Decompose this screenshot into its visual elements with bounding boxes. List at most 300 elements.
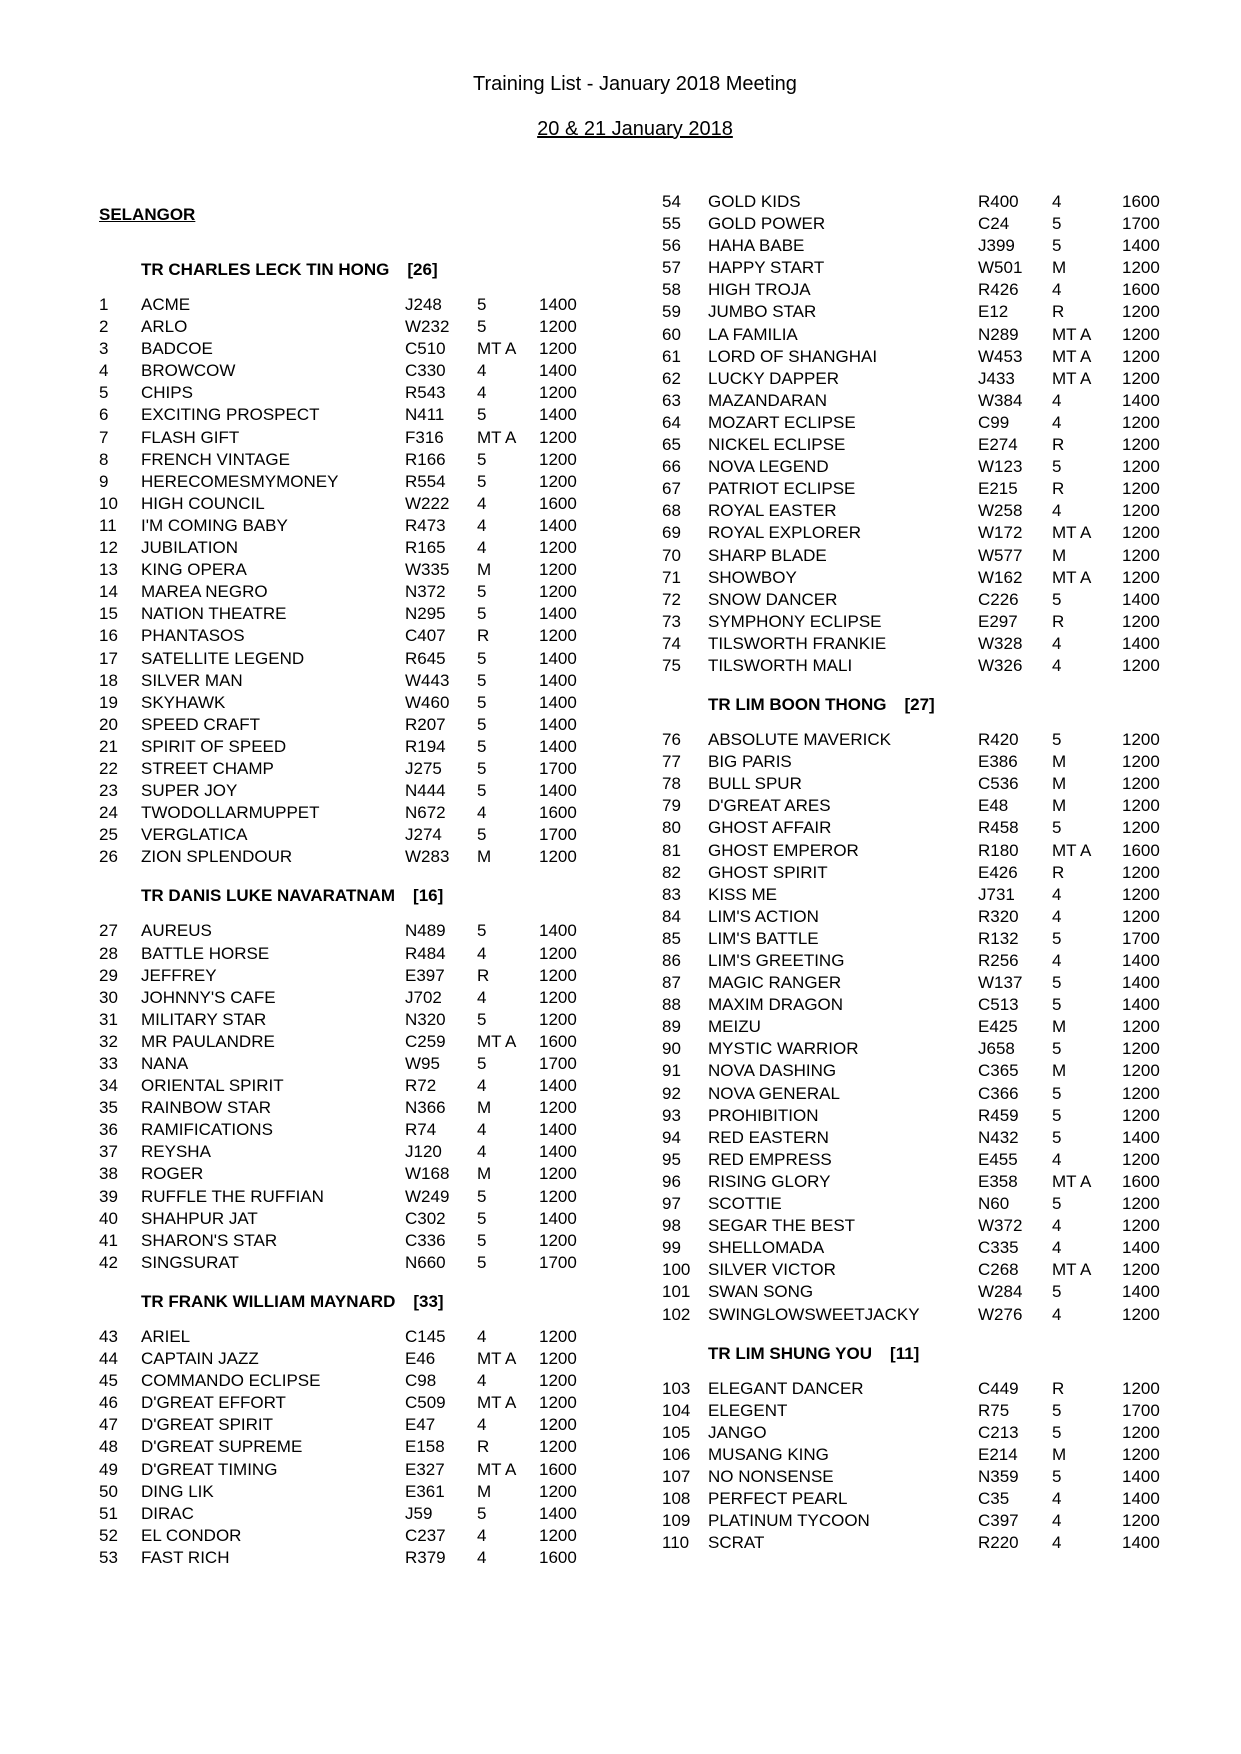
horse-distance: 1700 (539, 825, 577, 845)
horse-row (662, 1444, 1182, 1466)
horse-code: W335 (405, 560, 450, 580)
horse-name: RED EASTERN (708, 1127, 829, 1147)
horse-class: R (1052, 1378, 1065, 1398)
horse-distance: 1400 (1122, 973, 1160, 993)
horse-class: 4 (477, 515, 487, 535)
horse-distance: 1200 (1122, 1017, 1160, 1037)
horse-class: 4 (1052, 1511, 1062, 1531)
horse-number: 25 (99, 825, 118, 845)
horse-class: 5 (1052, 1039, 1062, 1059)
horse-distance: 1200 (1122, 906, 1160, 926)
horse-row (99, 1481, 599, 1503)
horse-distance: 1200 (1122, 774, 1160, 794)
horse-row (99, 1141, 599, 1163)
horse-distance: 1400 (1122, 390, 1160, 410)
horse-class: MT A (1052, 1260, 1092, 1280)
horse-row (99, 382, 599, 404)
horse-row (99, 943, 599, 965)
horse-distance: 1200 (1122, 346, 1160, 366)
horse-distance: 1200 (1122, 501, 1160, 521)
horse-row (662, 633, 1182, 655)
horse-number: 99 (662, 1238, 681, 1258)
horse-distance: 1200 (1122, 730, 1160, 750)
horse-code: R166 (405, 449, 446, 469)
horse-code: N372 (405, 582, 446, 602)
horse-name: JOHNNY'S CAFE (141, 987, 276, 1007)
horse-number: 47 (99, 1415, 118, 1435)
horse-row (99, 360, 599, 382)
horse-code: R484 (405, 943, 446, 963)
horse-row (99, 824, 599, 846)
horse-number: 68 (662, 501, 681, 521)
horse-code: W123 (978, 457, 1023, 477)
horse-class: 5 (477, 1252, 487, 1272)
horse-code: N359 (978, 1466, 1019, 1486)
horse-number: 30 (99, 987, 118, 1007)
horse-distance: 1200 (1122, 368, 1160, 388)
horse-class: 5 (477, 317, 487, 337)
horse-number: 66 (662, 457, 681, 477)
horse-name: VERGLATICA (141, 825, 248, 845)
horse-number: 23 (99, 781, 118, 801)
horse-name: NOVA LEGEND (708, 457, 829, 477)
horse-row (662, 1532, 1182, 1554)
horse-distance: 1600 (1122, 1171, 1160, 1191)
horse-number: 62 (662, 368, 681, 388)
horse-distance: 1200 (1122, 567, 1160, 587)
horse-name: BROWCOW (141, 361, 236, 381)
horse-row (662, 840, 1182, 862)
horse-name: SUPER JOY (141, 781, 238, 801)
horse-code: E297 (978, 611, 1018, 631)
horse-row (99, 1053, 599, 1075)
horse-number: 60 (662, 324, 681, 344)
horse-row (662, 994, 1182, 1016)
horse-row (662, 324, 1182, 346)
horse-class: M (1052, 545, 1067, 565)
horse-code: R458 (978, 818, 1019, 838)
horse-name: STREET CHAMP (141, 758, 274, 778)
horse-number: 65 (662, 435, 681, 455)
horse-code: J702 (405, 987, 442, 1007)
horse-class: M (477, 560, 492, 580)
horse-code: J274 (405, 825, 442, 845)
horse-name: LIM'S GREETING (708, 951, 845, 970)
horse-distance: 1600 (539, 1547, 577, 1567)
region-heading: SELANGOR (99, 205, 196, 224)
horse-number: 32 (99, 1031, 118, 1051)
horse-row (99, 1503, 599, 1525)
horse-name: FLASH GIFT (141, 427, 240, 447)
horse-code: J433 (978, 368, 1015, 388)
horse-distance: 1200 (1122, 412, 1160, 432)
horse-row (662, 1304, 1182, 1326)
horse-distance: 1400 (539, 670, 577, 690)
horse-code: W283 (405, 847, 450, 867)
horse-name: SHELLOMADA (708, 1238, 825, 1258)
horse-code: R426 (978, 280, 1019, 300)
horse-code: C35 (978, 1489, 1010, 1509)
horse-name: EL CONDOR (141, 1525, 242, 1545)
horse-distance: 1400 (1122, 236, 1160, 256)
horse-row (99, 780, 599, 802)
horse-class: M (1052, 796, 1067, 816)
horse-code: C259 (405, 1031, 446, 1051)
horse-class: M (477, 847, 492, 867)
horse-distance: 1700 (1122, 214, 1160, 234)
horse-class: 5 (477, 921, 487, 941)
horse-code: C449 (978, 1378, 1019, 1398)
horse-name: PATRIOT ECLIPSE (708, 479, 856, 499)
horse-distance: 1200 (1122, 1061, 1160, 1081)
horse-code: C365 (978, 1061, 1019, 1081)
horse-distance: 1200 (539, 847, 577, 867)
horse-code: J731 (978, 884, 1015, 904)
horse-number: 16 (99, 626, 118, 646)
horse-class: 4 (1052, 412, 1062, 432)
horse-distance: 1200 (1122, 1149, 1160, 1169)
horse-name: HERECOMESMYMONEY (141, 471, 339, 491)
horse-number: 59 (662, 302, 681, 322)
horse-name: LORD OF SHANGHAI (708, 346, 878, 366)
horse-number: 11 (99, 515, 117, 535)
horse-number: 45 (99, 1371, 118, 1391)
horse-class: 5 (1052, 236, 1062, 256)
horse-distance: 1200 (1122, 324, 1160, 344)
horse-number: 102 (662, 1304, 691, 1324)
horse-number: 86 (662, 951, 681, 970)
horse-name: ELEGENT (708, 1400, 788, 1420)
horse-distance: 1700 (1122, 928, 1160, 948)
horse-name: MAGIC RANGER (708, 973, 842, 993)
trainer-horse-count: [11] (890, 1343, 920, 1363)
horse-class: 5 (477, 604, 487, 624)
horse-distance: 1200 (1122, 457, 1160, 477)
horse-code: E274 (978, 435, 1018, 455)
horse-name: SILVER MAN (141, 670, 243, 690)
horse-row (99, 1097, 599, 1119)
horse-number: 27 (99, 921, 118, 941)
horse-code: C407 (405, 626, 446, 646)
horse-code: W372 (978, 1216, 1023, 1236)
horse-code: N60 (978, 1194, 1010, 1214)
horse-name: MILITARY STAR (141, 1009, 267, 1029)
horse-distance: 1400 (539, 781, 577, 801)
horse-row (99, 1163, 599, 1185)
horse-name: DING LIK (141, 1481, 214, 1501)
horse-row (662, 751, 1182, 773)
horse-number: 5 (99, 383, 109, 403)
horse-code: W453 (978, 346, 1023, 366)
horse-distance: 1200 (539, 1437, 577, 1457)
horse-distance: 1400 (1122, 1238, 1160, 1258)
horse-distance: 1600 (1122, 840, 1160, 860)
horse-row (662, 1171, 1182, 1193)
horse-row (662, 862, 1182, 884)
horse-name: SATELLITE LEGEND (141, 648, 305, 668)
horse-class: R (477, 965, 490, 985)
horse-distance: 1200 (1122, 523, 1160, 543)
horse-row (99, 1230, 599, 1252)
horse-name: JUMBO STAR (708, 302, 817, 322)
horse-distance: 1200 (539, 1393, 577, 1413)
horse-distance: 1200 (539, 383, 577, 403)
horse-code: E12 (978, 302, 1009, 322)
horse-code: W326 (978, 655, 1023, 675)
horse-number: 110 (662, 1533, 690, 1553)
horse-number: 29 (99, 965, 118, 985)
horse-code: E455 (978, 1149, 1018, 1169)
horse-code: C536 (978, 774, 1019, 794)
horse-distance: 1400 (539, 1503, 577, 1523)
horse-class: 5 (1052, 457, 1062, 477)
horse-distance: 1200 (539, 1371, 577, 1391)
horse-distance: 1400 (539, 648, 577, 668)
horse-class: 4 (477, 361, 487, 381)
horse-name: PHANTASOS (141, 626, 245, 646)
horse-number: 73 (662, 611, 681, 631)
horse-number: 13 (99, 560, 118, 580)
horse-class: M (1052, 752, 1067, 772)
horse-number: 81 (662, 840, 681, 860)
horse-row (99, 515, 599, 537)
horse-code: R473 (405, 515, 446, 535)
horse-number: 61 (662, 346, 681, 366)
horse-row (662, 1237, 1182, 1259)
horse-code: C330 (405, 361, 446, 381)
horse-code: R220 (978, 1533, 1019, 1553)
horse-code: C366 (978, 1083, 1019, 1103)
horse-code: W222 (405, 493, 450, 513)
horse-name: BULL SPUR (708, 774, 802, 794)
horse-class: 5 (1052, 1422, 1062, 1442)
horse-class: 4 (477, 1547, 487, 1567)
horse-distance: 1200 (539, 471, 577, 491)
horse-class: MT A (1052, 1171, 1092, 1191)
horse-class: 5 (477, 781, 487, 801)
horse-distance: 1400 (1122, 1466, 1160, 1486)
horse-distance: 1400 (539, 714, 577, 734)
horse-class: 5 (477, 449, 487, 469)
horse-number: 43 (99, 1326, 118, 1346)
horse-name: ROYAL EXPLORER (708, 523, 862, 543)
horse-code: R74 (405, 1120, 437, 1140)
horse-number: 98 (662, 1216, 681, 1236)
horse-distance: 1200 (1122, 1444, 1160, 1464)
horse-number: 53 (99, 1547, 118, 1567)
horse-distance: 1200 (539, 943, 577, 963)
horse-row (662, 301, 1182, 323)
horse-number: 77 (662, 752, 681, 772)
horse-row (662, 972, 1182, 994)
horse-code: R207 (405, 714, 446, 734)
horse-row (99, 1459, 599, 1481)
horse-class: MT A (477, 1031, 517, 1051)
horse-code: N672 (405, 803, 446, 823)
horse-name: NOVA GENERAL (708, 1083, 840, 1103)
horse-code: C397 (978, 1511, 1019, 1531)
horse-name: LIM'S BATTLE (708, 928, 819, 948)
horse-number: 104 (662, 1400, 691, 1420)
horse-code: E397 (405, 965, 445, 985)
horse-row (99, 1436, 599, 1458)
horse-distance: 1600 (539, 803, 577, 823)
horse-distance: 1400 (539, 736, 577, 756)
horse-distance: 1200 (1122, 1422, 1160, 1442)
horse-distance: 1200 (539, 1186, 577, 1206)
horse-distance: 1400 (539, 515, 577, 535)
trainer-heading (141, 1290, 599, 1314)
horse-class: 4 (477, 803, 487, 823)
horse-row (99, 603, 599, 625)
horse-distance: 1200 (1122, 611, 1160, 631)
horse-row (662, 884, 1182, 906)
horse-row (99, 625, 599, 647)
trainer-name: TR FRANK WILLIAM MAYNARD (141, 1291, 396, 1311)
horse-distance: 1400 (539, 692, 577, 712)
horse-number: 70 (662, 545, 681, 565)
horse-name: LIM'S ACTION (708, 906, 819, 926)
horse-name: SILVER VICTOR (708, 1260, 836, 1280)
horse-code: W276 (978, 1304, 1023, 1324)
horse-code: F316 (405, 427, 444, 447)
horse-name: NO NONSENSE (708, 1466, 834, 1486)
horse-code: N444 (405, 781, 446, 801)
horse-name: BATTLE HORSE (141, 943, 270, 963)
horse-number: 14 (99, 582, 118, 602)
horse-class: MT A (477, 1349, 517, 1369)
horse-number: 54 (662, 192, 681, 211)
horse-row (99, 493, 599, 515)
horse-class: 5 (1052, 214, 1062, 234)
horse-number: 109 (662, 1511, 691, 1531)
horse-name: SNOW DANCER (708, 589, 838, 609)
horse-code: E327 (405, 1459, 445, 1479)
horse-row (99, 1208, 599, 1230)
horse-class: 4 (477, 1076, 487, 1096)
horse-name: PLATINUM TYCOON (708, 1511, 870, 1531)
horse-row (662, 1378, 1182, 1400)
horse-code: E425 (978, 1017, 1018, 1037)
horse-class: 4 (477, 987, 487, 1007)
horse-distance: 1200 (1122, 1039, 1160, 1059)
horse-distance: 1200 (1122, 1378, 1160, 1398)
horse-name: ZION SPLENDOUR (141, 847, 293, 867)
horse-row (99, 316, 599, 338)
horse-name: LUCKY DAPPER (708, 368, 840, 388)
horse-code: R400 (978, 192, 1019, 211)
horse-class: 5 (477, 405, 487, 425)
horse-class: MT A (477, 427, 517, 447)
trainer-horse-count: [33] (413, 1291, 444, 1311)
horse-number: 28 (99, 943, 118, 963)
horse-class: M (1052, 774, 1067, 794)
horse-number: 82 (662, 862, 681, 882)
horse-class: 5 (1052, 995, 1062, 1015)
horse-code: N432 (978, 1127, 1019, 1147)
trainer-section (99, 884, 599, 1274)
horse-distance: 1200 (1122, 752, 1160, 772)
horse-name: TWODOLLARMUPPET (141, 803, 320, 823)
horse-class: MT A (1052, 523, 1092, 543)
horse-class: 5 (1052, 818, 1062, 838)
horse-number: 96 (662, 1171, 681, 1191)
horse-name: SHARON'S STAR (141, 1230, 278, 1250)
horse-code: N295 (405, 604, 446, 624)
horse-number: 21 (99, 736, 118, 756)
horse-distance: 1200 (539, 1164, 577, 1184)
horse-class: R (477, 1437, 490, 1457)
horse-name: SHARP BLADE (708, 545, 827, 565)
horse-code: C336 (405, 1230, 446, 1250)
horse-name: SCOTTIE (708, 1194, 782, 1214)
horse-class: 4 (477, 1120, 487, 1140)
horse-row (662, 1466, 1182, 1488)
horse-code: R420 (978, 730, 1019, 750)
horse-class: 4 (1052, 1238, 1062, 1258)
horse-distance: 1600 (539, 493, 577, 513)
horse-code: W249 (405, 1186, 450, 1206)
horse-distance: 1200 (1122, 655, 1160, 675)
horse-row (99, 965, 599, 987)
page-title: Training List - January 2018 Meeting (473, 73, 797, 95)
horse-name: COMMANDO ECLIPSE (141, 1371, 321, 1391)
horse-class: M (1052, 258, 1067, 278)
horse-distance: 1200 (539, 1481, 577, 1501)
horse-row (99, 404, 599, 426)
horse-class: 5 (1052, 1282, 1062, 1302)
horse-code: W168 (405, 1164, 450, 1184)
horse-distance: 1700 (539, 1252, 577, 1272)
horse-class: 4 (477, 1371, 487, 1391)
horse-row (662, 545, 1182, 567)
horse-name: I'M COMING BABY (141, 515, 288, 535)
horse-row (662, 500, 1182, 522)
horse-distance: 1200 (539, 987, 577, 1007)
horse-class: MT A (1052, 324, 1092, 344)
horse-row (662, 434, 1182, 456)
horse-distance: 1200 (539, 538, 577, 558)
horse-class: MT A (477, 339, 517, 359)
horse-code: E386 (978, 752, 1018, 772)
horse-code: W162 (978, 567, 1023, 587)
horse-row (662, 368, 1182, 390)
horse-distance: 1600 (1122, 280, 1160, 300)
horse-code: W501 (978, 258, 1023, 278)
horse-number: 93 (662, 1105, 681, 1125)
horse-class: 4 (1052, 655, 1062, 675)
horse-name: FAST RICH (141, 1547, 230, 1567)
horse-number: 40 (99, 1208, 118, 1228)
meeting-dates: 20 & 21 January 2018 (537, 118, 733, 140)
horse-name: ROGER (141, 1164, 204, 1184)
horse-class: M (1052, 1017, 1067, 1037)
horse-class: 4 (1052, 951, 1062, 970)
horse-row (662, 346, 1182, 368)
horse-number: 101 (662, 1282, 691, 1302)
horse-number: 7 (99, 427, 109, 447)
horse-number: 33 (99, 1054, 118, 1073)
horse-number: 67 (662, 479, 681, 499)
horse-row (662, 1215, 1182, 1237)
horse-number: 31 (99, 1009, 118, 1029)
horse-number: 8 (99, 449, 109, 469)
horse-row (662, 390, 1182, 412)
horse-distance: 1200 (1122, 818, 1160, 838)
horse-distance: 1400 (539, 295, 577, 314)
trainer-name: TR DANIS LUKE NAVARATNAM (141, 886, 396, 906)
horse-class: 4 (477, 383, 487, 403)
